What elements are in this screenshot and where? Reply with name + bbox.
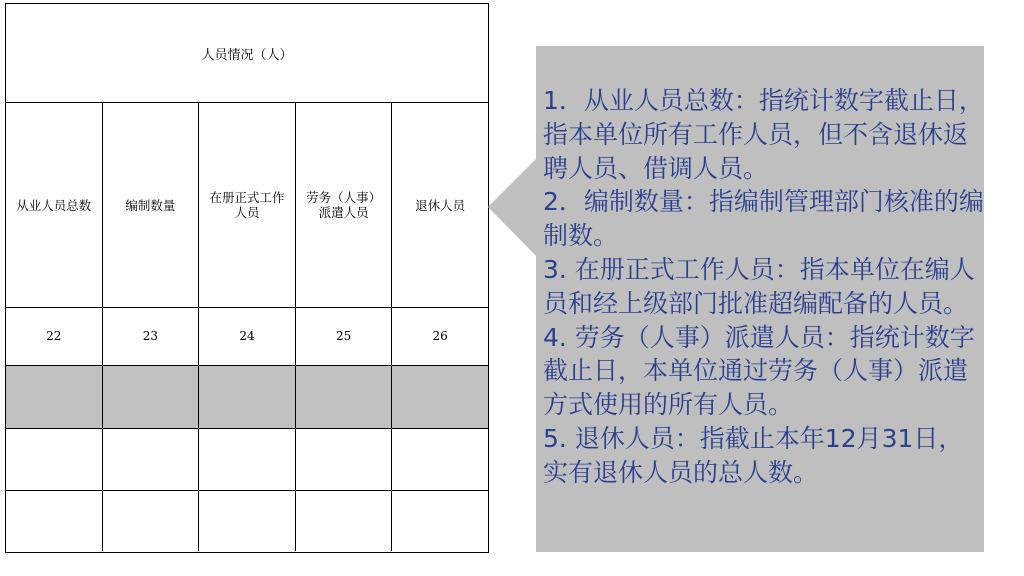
column-code-24: 24 (199, 308, 296, 365)
column-header-total-staff: 从业人员总数 (6, 103, 103, 307)
blank-cell (103, 429, 200, 490)
blank-cell (199, 491, 296, 551)
column-header-retired-staff: 退休人员 (415, 197, 466, 213)
column-code-23: 23 (103, 308, 200, 365)
blank-cell (6, 429, 103, 490)
input-cell (6, 366, 103, 428)
definition-total-staff: 1．从业人员总数：指统计数字截止日，指本单位所有工作人员，但不含退休返聘人员、借调人员。 (543, 86, 984, 183)
column-headers-row (6, 103, 488, 308)
staff-statistics-table (5, 3, 489, 553)
input-cell (103, 366, 200, 428)
blank-row (6, 429, 488, 491)
group-header-label: 人员情况（人） (201, 47, 293, 63)
definition-dispatched-staff: 4. 劳务（人事）派遣人员：指统计数字截止日，本单位通过劳务（人事）派遣方式使用的所有人员。 (543, 322, 975, 420)
callout-pointer-shape (488, 155, 540, 260)
column-header-establishment: 编制数量 (103, 103, 200, 307)
input-row-highlighted (6, 366, 488, 429)
input-cell (296, 366, 393, 428)
blank-cell (103, 491, 200, 551)
blank-cell (296, 491, 393, 551)
blank-row (6, 491, 488, 551)
blank-cell (199, 429, 296, 490)
table-group-header (6, 4, 488, 103)
definitions-callout (536, 46, 984, 552)
column-code-26: 26 (432, 329, 448, 343)
blank-cell (392, 429, 488, 490)
column-header-formal-staff: 在册正式工作人员 (199, 103, 296, 307)
definition-establishment: 2．编制数量：指编制管理部门核准的编制数。 (543, 187, 984, 251)
column-code-22: 22 (6, 308, 103, 365)
column-code-25: 25 (296, 308, 393, 365)
definition-formal-staff: 3. 在册正式工作人员：指本单位在编人员和经上级部门批准超编配备的人员。 (543, 254, 975, 318)
blank-cell (296, 429, 393, 490)
blank-cell (392, 491, 488, 551)
input-cell (199, 366, 296, 428)
column-codes-row (6, 308, 488, 366)
definition-retired-staff: 5. 退休人员：指截止本年12月31日，实有退休人员的总人数。 (543, 423, 964, 487)
column-header-dispatched-staff: 劳务（人事）派遣人员 (296, 103, 393, 307)
blank-cell (6, 491, 103, 551)
input-cell (392, 366, 488, 428)
